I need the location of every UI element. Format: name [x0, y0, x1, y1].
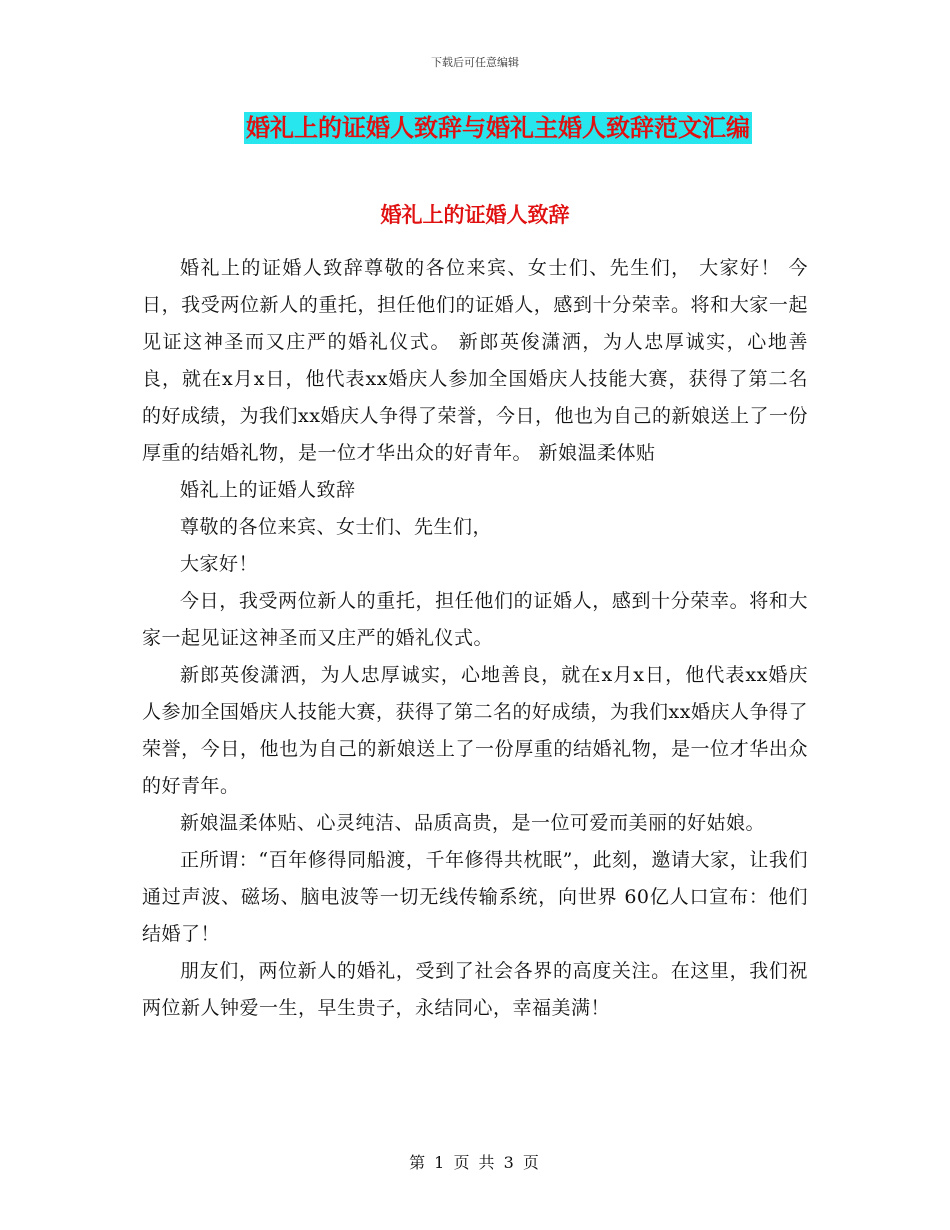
paragraph-3: 尊敬的各位来宾、女士们、先生们，	[180, 516, 493, 538]
paragraph-2: 婚礼上的证婚人致辞	[180, 479, 356, 501]
paragraph-5: 今日，我受两位新人的重托，担任他们的证婚人，感到十分荣幸。将和大家一起见证这神圣而又庄严的婚礼仪式。	[142, 590, 808, 649]
main-title: 婚礼上的证婚人致辞与婚礼主婚人致辞范文汇编	[246, 113, 750, 142]
paragraph-1: 婚礼上的证婚人致辞尊敬的各位来宾、女士们、先生们， 大家好！ 今日，我受两位新人的重托，担任他们的证婚人，感到十分荣幸。将和大家一起见证这神圣而又庄严的婚礼仪式。 新郎英俊潇洒，为人忠厚诚实，心地善良，就在x月x日，他代表xx婚庆人参加全国婚庆人技能大赛，获得了第二名的好成绩，为我们xx婚庆人争得了荣誉，今日，他也为自己的新娘送上了一份厚重的结婚礼物，是一位才华出众的好青年。 新娘温柔体贴	[142, 257, 808, 464]
paragraph-9: 朋友们，两位新人的婚礼，受到了社会各界的高度关注。在这里，我们祝两位新人钟爱一生，早生贵子，永结同心，幸福美满！	[142, 960, 808, 1019]
paragraph-7: 新娘温柔体贴、心灵纯洁、品质高贵，是一位可爱而美丽的好姑娘。	[180, 812, 766, 834]
section-title: 婚礼上的证婚人致辞	[380, 202, 570, 227]
document-body	[142, 250, 808, 1027]
paragraph-4: 大家好！	[180, 553, 259, 575]
paragraph-8: 正所谓：“百年修得同船渡，千年修得共枕眠”，此刻，邀请大家，让我们通过声波、磁场、脑电波等一切无线传输系统，向世界 60亿人口宣布：他们结婚了！	[142, 849, 808, 945]
page-footer: 第 1 页 共 3 页	[409, 1153, 541, 1172]
header-note: 下载后可任意编辑	[431, 56, 519, 69]
main-title-wrapper	[0, 112, 950, 144]
paragraph-6: 新郎英俊潇洒，为人忠厚诚实，心地善良，就在x月x日，他代表xx婚庆人参加全国婚庆人技能大赛，获得了第二名的好成绩，为我们xx婚庆人争得了荣誉，今日，他也为自己的新娘送上了一份厚重的结婚礼物，是一位才华出众的好青年。	[142, 664, 808, 797]
